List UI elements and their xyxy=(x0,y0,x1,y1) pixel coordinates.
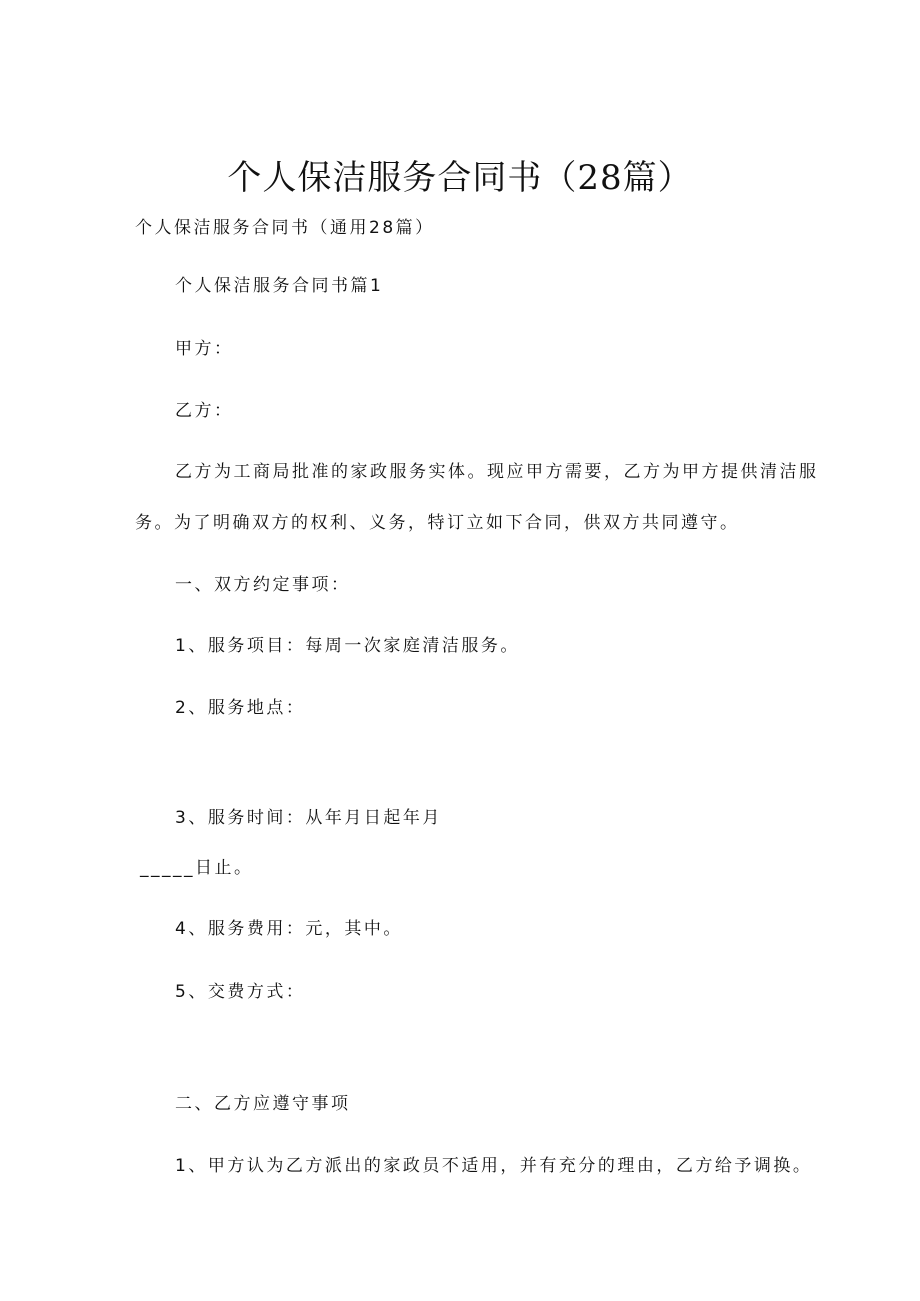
intro-paragraph-line-2: 务。为了明确双方的权利、义务，特订立如下合同，供双方共同遵守。 xyxy=(135,513,740,533)
document-title: 个人保洁服务合同书（28篇） xyxy=(227,158,693,198)
document-subtitle: 个人保洁服务合同书（通用28篇） xyxy=(135,218,435,238)
item-service-time-line-2: _____日止。 xyxy=(140,858,254,878)
item-service-fee: 4、服务费用：元，其中。 xyxy=(175,919,403,939)
part-two-heading: 二、乙方应遵守事项 xyxy=(175,1094,351,1114)
party-a-label: 甲方： xyxy=(175,339,234,359)
item-service-time-line-1: 3、服务时间：从年月日起年月 xyxy=(175,808,442,828)
item-payment-method: 5、交费方式： xyxy=(175,982,306,1002)
intro-paragraph-line-1: 乙方为工商局批准的家政服务实体。现应甲方需要，乙方为甲方提供清洁服 xyxy=(175,462,819,482)
part-two-item-1: 1、甲方认为乙方派出的家政员不适用，并有充分的理由，乙方给予调换。 xyxy=(175,1156,813,1176)
item-service-project: 1、服务项目：每周一次家庭清洁服务。 xyxy=(175,636,520,656)
section-heading: 个人保洁服务合同书篇1 xyxy=(175,276,384,296)
party-b-label: 乙方： xyxy=(175,401,234,421)
part-one-heading: 一、双方约定事项： xyxy=(175,575,351,595)
item-service-location: 2、服务地点： xyxy=(175,698,306,718)
